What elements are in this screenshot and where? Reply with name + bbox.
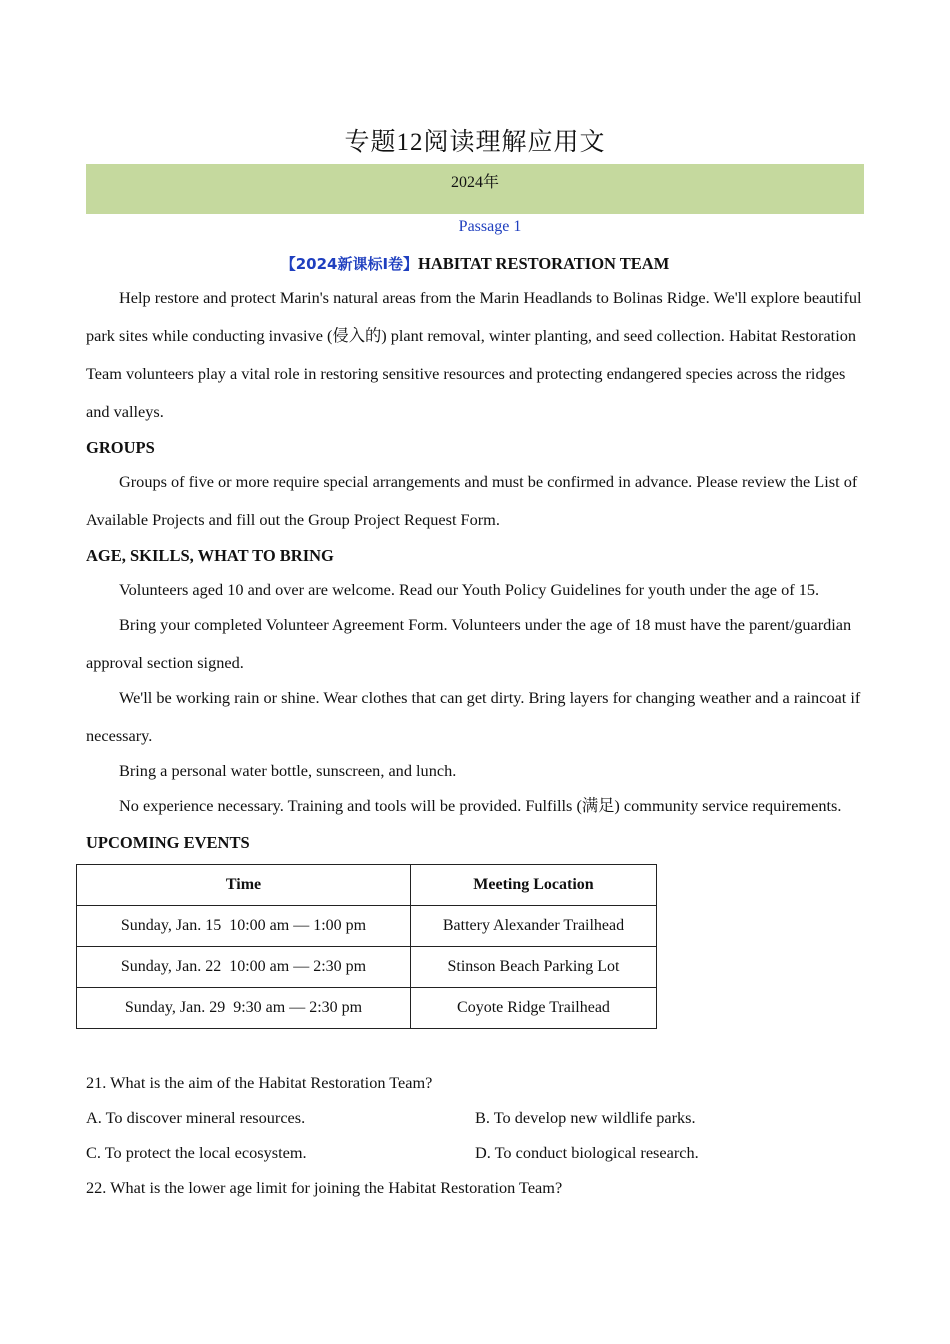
event-location: Battery Alexander Trailhead: [411, 906, 657, 947]
event-time: Sunday, Jan. 29 9:30 am — 2:30 pm: [77, 988, 411, 1029]
option-21-b: B. To develop new wildlife parks.: [475, 1108, 696, 1127]
page-title: 专题12阅读理解应用文: [344, 129, 606, 156]
event-location: Stinson Beach Parking Lot: [411, 947, 657, 988]
event-time: Sunday, Jan. 15 10:00 am — 1:00 pm: [77, 906, 411, 947]
option-21-a: A. To discover mineral resources.: [86, 1108, 306, 1127]
event-time: Sunday, Jan. 22 10:00 am — 2:30 pm: [77, 947, 411, 988]
table-header-row: [77, 865, 657, 906]
passage-title: HABITAT RESTORATION TEAM: [418, 254, 670, 273]
event-location: Coyote Ridge Trailhead: [411, 988, 657, 1029]
age-paragraph-4: Bring a personal water bottle, sunscreen, and lunch.: [119, 761, 457, 780]
groups-heading: GROUPS: [86, 438, 155, 457]
age-heading: AGE, SKILLS, WHAT TO BRING: [86, 546, 334, 565]
events-heading: UPCOMING EVENTS: [86, 833, 250, 852]
column-header-time: Time: [77, 865, 411, 906]
age-paragraph-2: Bring your completed Volunteer Agreement Form. Volunteers under the age of 18 must have the parent/guardian approval section signed.: [86, 615, 852, 672]
passage-heading: [0, 253, 950, 274]
age-paragraph-5: No experience necessary. Training and tools will be provided. Fulfills (满足) community service requirements.: [119, 796, 842, 815]
question-21: 21. What is the aim of the Habitat Restoration Team?: [86, 1073, 433, 1092]
year-label: 2024年: [450, 174, 499, 191]
year-banner: [86, 164, 864, 214]
events-table: [76, 864, 657, 1029]
age-paragraph-3: We'll be working rain or shine. Wear clothes that can get dirty. Bring layers for changing weather and a raincoat if necessary.: [86, 688, 861, 745]
age-paragraph-1: Volunteers aged 10 and over are welcome. Read our Youth Policy Guidelines for youth under the age of 15.: [119, 580, 820, 599]
column-header-location: Meeting Location: [411, 865, 657, 906]
option-21-c: C. To protect the local ecosystem.: [86, 1143, 307, 1162]
question-22: 22. What is the lower age limit for joining the Habitat Restoration Team?: [86, 1178, 563, 1197]
option-21-d: D. To conduct biological research.: [475, 1143, 699, 1162]
passage-label: Passage 1: [458, 218, 522, 235]
groups-paragraph: Groups of five or more require special arrangements and must be confirmed in advance. Please review the List of Available Projects and fill out the Group Project Request Form.: [86, 472, 858, 529]
table-row: [77, 947, 657, 988]
exam-source-tag: 【2024新课标Ⅰ卷】: [280, 255, 419, 273]
table-row: [77, 906, 657, 947]
table-row: [77, 988, 657, 1029]
intro-paragraph: Help restore and protect Marin's natural areas from the Marin Headlands to Bolinas Ridge. We'll explore beautiful park sites while conducting invasive (侵入的) plant removal, winter planting, and seed collection. Habitat Restoration Team volunteers play a vital role in restoring sensitive resources and protecting endangered species across the ridges and valleys.: [86, 288, 862, 421]
